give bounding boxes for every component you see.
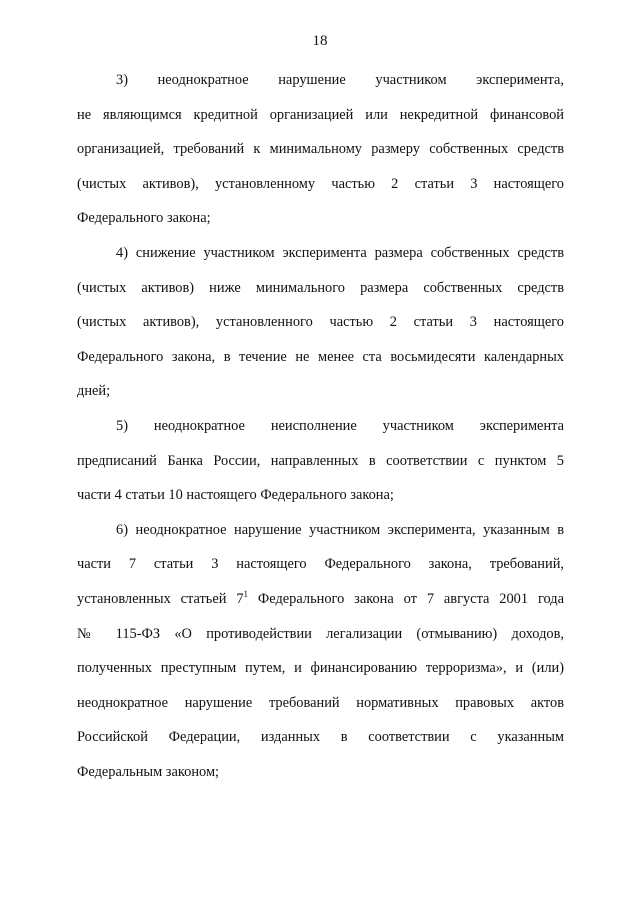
text-line: 4) снижение участником эксперимента размера собственных средств [116, 244, 564, 261]
page-number: 18 [312, 33, 328, 49]
paragraph-item-6 [77, 513, 564, 790]
text-line: неоднократное нарушение требований нормативных правовых актов [77, 694, 564, 711]
text-line: Российской Федерации, изданных в соответствии с указанным [77, 729, 564, 746]
text-line: Федерального закона; [77, 210, 211, 227]
text-line: части 7 статьи 3 настоящего Федерального закона, требований, [77, 556, 564, 573]
text-line: организацией, требований к минимальному размеру собственных средств [77, 141, 564, 158]
text-line: предписаний Банка России, направленных в соответствии с пунктом 5 [77, 452, 564, 469]
superscript-marker: 1 [243, 588, 249, 599]
text-line: (чистых активов), установленного частью 2 статьи 3 настоящего [77, 314, 564, 331]
paragraph-item-5 [77, 409, 564, 513]
text-line: полученных преступным путем, и финансированию терроризма», и (или) [77, 660, 564, 677]
document-body [77, 63, 564, 789]
text-line: Федерального закона, в течение не менее ста восьмидесяти календарных [77, 348, 564, 365]
text-fragment: установленных статьей 7 [77, 590, 244, 607]
text-line: части 4 статьи 10 настоящего Федерального закона; [77, 487, 394, 504]
text-line: не являющимся кредитной организацией или некредитной финансовой [77, 106, 564, 123]
text-fragment: Федерального закона от 7 августа 2001 года [248, 590, 564, 607]
text-line-with-superscript [77, 582, 564, 617]
text-line: № 115-ФЗ «О противодействии легализации (отмыванию) доходов, [77, 625, 564, 642]
text-line: 6) неоднократное нарушение участником эксперимента, указанным в [116, 521, 564, 538]
paragraph-item-3 [77, 63, 564, 236]
text-line: (чистых активов), установленному частью 2 статьи 3 настоящего [77, 175, 564, 192]
paragraph-item-4 [77, 236, 564, 409]
text-line: дней; [77, 383, 111, 400]
text-line: 5) неоднократное неисполнение участником эксперимента [116, 417, 564, 434]
text-line: 3) неоднократное нарушение участником эксперимента, [116, 72, 564, 88]
text-line: (чистых активов) ниже минимального размера собственных средств [77, 279, 564, 296]
text-line: Федеральным законом; [77, 763, 220, 780]
